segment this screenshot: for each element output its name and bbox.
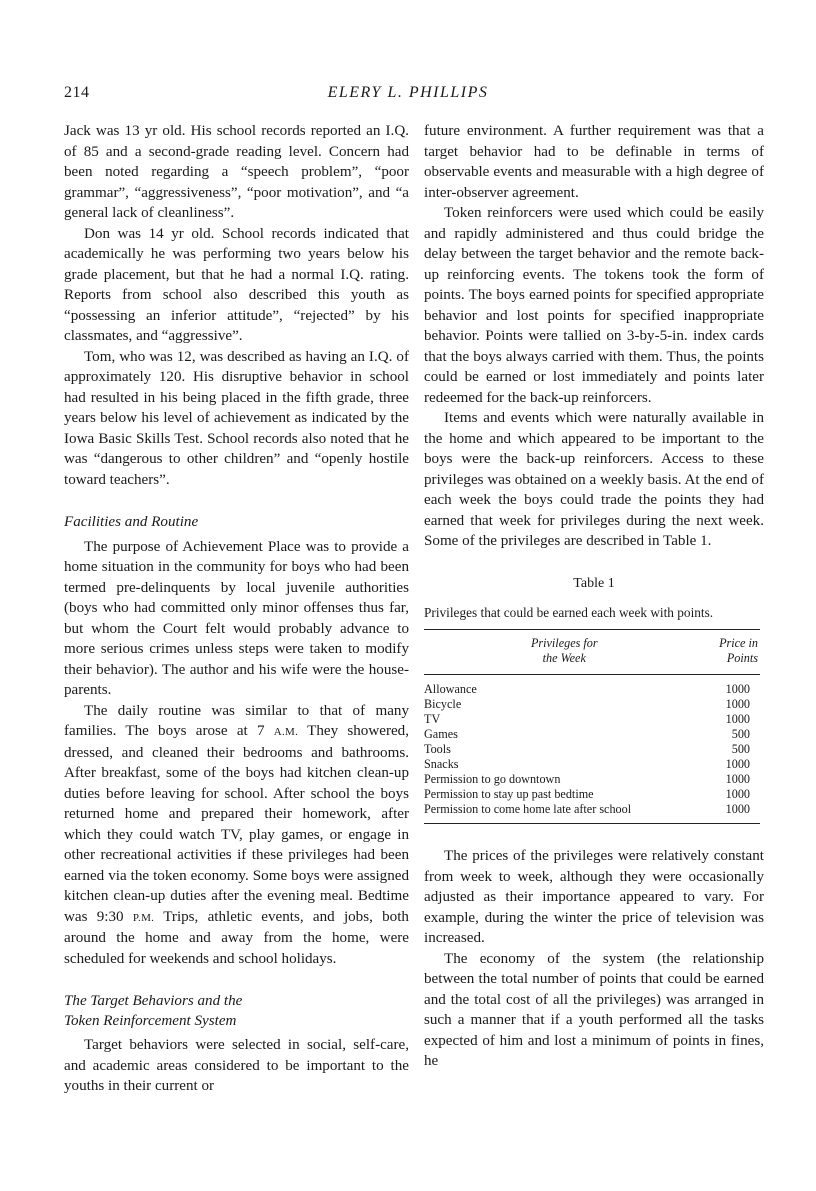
table-header-row [424,630,760,675]
price-cell: 1000 [725,697,750,711]
table-row [424,712,760,727]
privilege-cell: Tools [424,742,451,756]
price-cell: 1000 [705,802,760,824]
section-heading-line1: The Target Behaviors and the [64,993,243,1009]
column-header-price-line2: Points [726,651,758,665]
table-row [424,727,760,742]
column-header-privileges-line2: the Week [542,651,586,665]
routine-text-b: They showered, dressed, and cleaned their bedrooms and bathrooms. After breakfast, some of the boys had kitchen clean-up duties before leaving for school. After school the boys returned home and prepared their homework, after which they could watch TV, play games, or engage in other recreational activities if these privileges had been earned via the token economy. Some boys were assigned kitchen clean-up duties after the evening meal. Bedtime was 9:30 [64,723,409,925]
price-cell: 1000 [725,757,750,771]
price-cell: 1000 [725,787,750,801]
privilege-cell: Permission to stay up past bedtime [424,787,594,801]
paragraph-future-environment: future environment. A further requirement was that a target behavior had to be definable in terms of observable events and measurable with a high degree of inter-observer agreement. [424,123,764,201]
privilege-cell: TV [424,712,441,726]
paragraph-jack: Jack was 13 yr old. His school records reported an I.Q. of 85 and a second-grade reading level. Concern had been noted regarding a “speech problem”, “poor grammar”, “aggressiveness”, “poor motivation”, and “a general lack of cleanliness”. [64,123,409,221]
paragraph-token-reinforcers: Token reinforcers were used which could be easily and rapidly administered and thus could bridge the delay between the target behavior and the remote back-up reinforcing events. The tokens took the form of points. The boys earned points for specified appropriate behavior and lost points for specified inappropriate behavior. Points were tallied on 3-by-5-in. index cards that the boys always carried with them. Thus, the points could be earned or lost immediately and points later redeemed for the back-up reinforcers. [424,205,764,406]
table-row [424,802,760,824]
price-cell: 500 [731,727,750,741]
price-cell: 1000 [725,712,750,726]
section-heading-target-behaviors [64,991,409,1031]
paragraph-tom: Tom, who was 12, was described as having an I.Q. of approximately 120. His disruptive behavior in school had resulted in his being placed in the fifth grade, three years below his level of achievement as indicated by the Iowa Basic Skills Test. School records also noted that he was “dangerous to other children” and “openly hostile toward teachers”. [64,348,409,488]
price-cell: 1000 [725,772,750,786]
paragraph-back-up-reinforcers: Items and events which were naturally available in the home and which appeared to be important to the boys were the back-up reinforcers. Access to these privileges was obtained on a weekly basis. At the end of each week the boys could trade the points they had earned that week for privileges during the next week. Some of the privileges are described in Table 1. [424,410,764,549]
section-heading-facilities: Facilities and Routine [64,514,199,530]
paragraph-economy: The economy of the system (the relationship between the total number of points that could be earned and the total cost of all the privileges) was arranged in such a manner that if a youth performed all the tasks expected of him and lost a minimum of points in fines, he [424,950,764,1069]
time-pm: P.M. [132,911,155,924]
paragraph-don: Don was 14 yr old. School records indicated that academically he was performing two years below his grade placement, but that he had a normal I.Q. rating. Reports from school also described this youth as “possessing an inferior attitude”, “rejected” by his classmates, and “aggressive”. [64,225,409,344]
table-row [424,697,760,712]
time-am: A.M. [273,726,299,738]
table-row [424,675,760,698]
privileges-table [424,629,760,824]
privilege-cell: Games [424,727,458,741]
column-header-price-line1: Price in [719,636,758,650]
paragraph-target-behaviors: Target behaviors were selected in social, self-care, and academic areas considered to be important to the youths in their current or [64,1037,409,1094]
table-row [424,772,760,787]
paragraph-prices: The prices of the privileges were relatively constant from week to week, although they were occasionally adjusted as their importance appeared to vary. For example, during the winter the price of television was increased. [424,848,764,946]
privilege-cell: Permission to come home late after school [424,802,705,824]
routine-text-c: Trips, athletic events, and jobs, both around the home and away from the home, were scheduled for weekends and school holidays. [64,908,409,967]
table-row [424,787,760,802]
table-caption: Privileges that could be earned each week with points. [424,605,714,620]
privilege-cell: Snacks [424,757,459,771]
left-column [64,121,409,1097]
privilege-cell: Bicycle [424,697,462,711]
table-row [424,742,760,757]
column-header-privileges-line1: Privileges for [530,636,598,650]
routine-text-a: The daily routine was similar to that of many families. The boys arose at 7 [64,702,409,739]
running-head: ELERY L. PHILLIPS [327,84,489,101]
price-cell: 1000 [725,682,750,696]
column-header-privileges [424,630,705,675]
price-cell: 500 [731,742,750,756]
privilege-cell: Allowance [424,682,477,696]
paragraph-purpose: The purpose of Achievement Place was to provide a home situation in the community for boys who had been termed pre-delinquents by local juvenile authorities (boys who had committed only minor offenses thus far, but whom the Court felt would probably advance to more serious crimes unless steps were taken to modify their behavior). The author and his wife were the house-parents. [64,538,409,698]
privilege-cell: Permission to go downtown [424,772,561,786]
right-column [424,121,764,1072]
table-row [424,757,760,772]
page-number: 214 [64,84,90,101]
paragraph-daily-routine [64,701,409,970]
column-header-price [705,630,760,675]
table-title: Table 1 [573,575,615,591]
section-heading-line2: Token Reinforcement System [64,1013,237,1029]
